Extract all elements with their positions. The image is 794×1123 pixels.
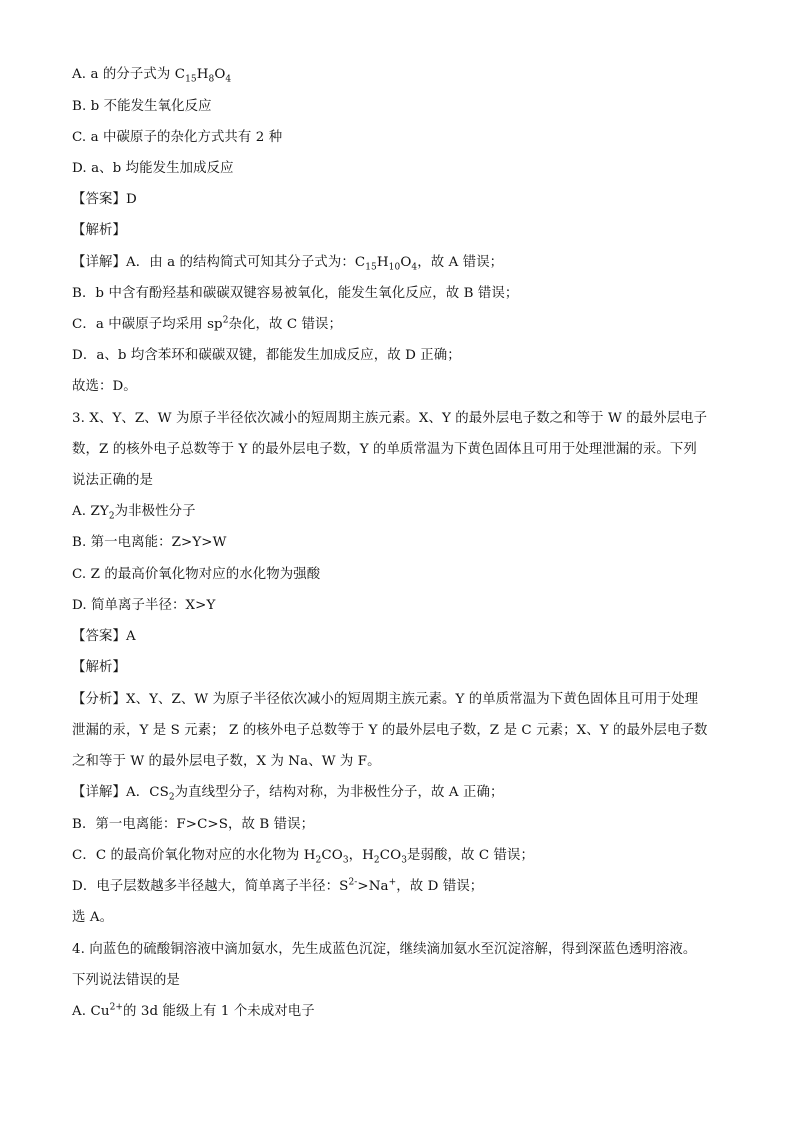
q3-detail-c: C．C 的最高价氧化物对应的水化物为 $H_2CO_3$，$H_2CO_3$是弱酸，故 C 错误；	[72, 848, 534, 866]
q3-stem-line-1: 3. X、Y、Z、W 为原子半径依次减小的短周期主族元素。X、Y 的最外层电子数之和等于 W 的最外层电子	[72, 411, 708, 426]
q3-analysis-line-2: 泄漏的汞，Y 是 S 元素； Z 的核外电子总数等于 Y 的最外层电子数，Z 是 C 元素；X、Y 的最外层电子数	[72, 723, 708, 738]
q2-detail-d: D．a、b 均含苯环和碳碳双键，都能发生加成反应，故 D 正确；	[72, 348, 461, 363]
q2-option-d: D. a、b 均能发生加成反应	[72, 161, 234, 176]
q3-answer: 【答案】A	[72, 629, 136, 644]
q2-option-a: A. a 的分子式为 $C_{15}H_8O_4$	[72, 67, 232, 85]
q2-option-b: B. b 不能发生氧化反应	[72, 99, 212, 114]
q3-option-b: B. 第一电离能：Z>Y>W	[72, 535, 227, 550]
q3-analysis-line-3: 之和等于 W 的最外层电子数，X 为 Na、W 为 F。	[72, 754, 381, 769]
q3-analysis-heading: 【解析】	[72, 660, 126, 675]
q3-stem-line-3: 说法正确的是	[72, 473, 153, 488]
q3-detail-a: 【详解】A．$CS_2$为直线型分子，结构对称，为非极性分子，故 A 正确；	[72, 785, 504, 803]
q3-detail-d: D．电子层数越多半径越大，简单离子半径：$S^{2-}>Na^+$，故 D 错误；	[72, 877, 484, 894]
q3-analysis-line-1: 【分析】X、Y、Z、W 为原子半径依次减小的短周期主族元素。Y 的单质常温为下黄色固体且可用于处理	[72, 692, 699, 707]
q2-detail-b: B．b 中含有酚羟基和碳碳双键容易被氧化，能发生氧化反应，故 B 错误；	[72, 286, 519, 301]
q3-option-d: D. 简单离子半径：X>Y	[72, 598, 216, 613]
q3-stem-line-2: 数，Z 的核外电子总数等于 Y 的最外层电子数，Y 的单质常温为下黄色固体且可用于处理泄漏的汞。下列	[72, 442, 697, 457]
q3-conclusion: 选 A。	[72, 910, 114, 925]
q2-analysis-heading: 【解析】	[72, 223, 126, 238]
q4-stem-line-2: 下列说法错误的是	[72, 973, 180, 988]
q3-option-c: C. Z 的最高价氧化物对应的水化物为强酸	[72, 567, 321, 582]
q4-stem-line-1: 4. 向蓝色的硫酸铜溶液中滴加氨水，先生成蓝色沉淀，继续滴加氨水至沉淀溶解，得到深蓝色透明溶液。	[72, 942, 697, 957]
q2-conclusion: 故选：D。	[72, 379, 137, 394]
q2-answer: 【答案】D	[72, 192, 137, 207]
q2-detail-a: 【详解】A．由 a 的结构简式可知其分子式为：$C_{15}H_{10}O_4$，故 A 错误；	[72, 255, 504, 273]
q2-option-c: C. a 中碳原子的杂化方式共有 2 种	[72, 130, 283, 145]
q4-option-a: A. $Cu^{2+}$的 3d 能级上有 1 个未成对电子	[72, 1002, 315, 1019]
q3-detail-b: B．第一电离能：F>C>S，故 B 错误；	[72, 817, 315, 832]
q2-detail-c: C．a 中碳原子均采用 $sp^2$杂化，故 C 错误；	[72, 315, 343, 332]
q3-option-a: A. $ZY_2$为非极性分子	[72, 504, 196, 522]
